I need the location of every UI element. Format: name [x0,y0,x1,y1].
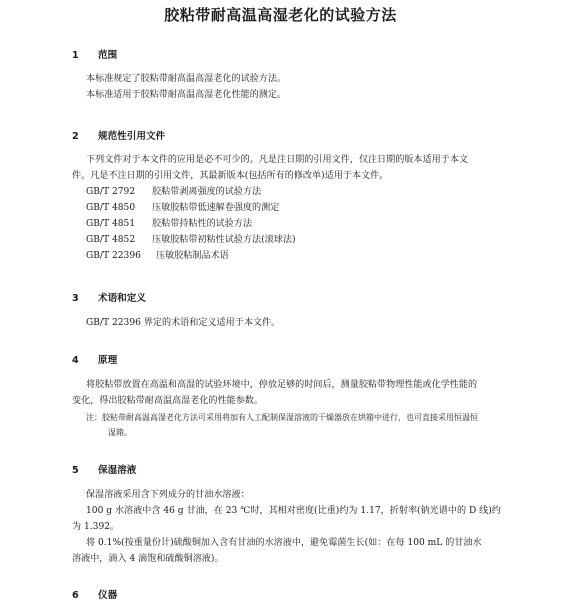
reference-item: GB/T 4850 压敏胶粘带低速解卷强度的测定 [86,203,280,213]
terms-text: GB/T 22396 界定的术语和定义适用于本文件。 [86,318,281,328]
section-heading-4: 4 原理 [72,355,118,366]
reference-item: GB/T 4851 胶粘带持粘性的试验方法 [86,219,253,229]
reference-item: GB/T 22396 压敏胶粘制品术语 [86,251,229,261]
section-heading-5: 5 保湿溶液 [72,465,137,476]
normative-intro-line-1: 下列文件对于本文件的应用是必不可少的。凡是注日期的引用文件，仅注日期的版本适用于本文 [86,155,468,165]
section-heading-3: 3 术语和定义 [72,293,146,304]
reference-item: GB/T 2792 胶粘带剥离强度的试验方法 [86,187,262,197]
reference-item: GB/T 4852 压敏胶粘带初粘性试验方法(滚球法) [86,235,296,245]
solution-line-4: 将 0.1%(按重量份计)硫酸铜加入含有甘油的水溶液中，避免霉菌生长(如：在每 100 mL 的甘油水 [86,538,482,548]
principle-line-2: 变化，得出胶粘带耐高温高湿老化的性能参数。 [72,396,263,406]
normative-intro-line-2: 件。凡是不注日期的引用文件，其最新版本(包括所有的修改单)适用于本文件。 [72,171,389,181]
section-heading-2: 2 规范性引用文件 [72,131,166,142]
scope-line-2: 本标准适用于胶粘带耐高温高湿老化性能的测定。 [86,90,287,100]
principle-line-1: 将胶粘带放置在高温和高湿的试验环境中，停放足够的时间后，测量胶粘带物理性能或化学性能的 [86,380,478,390]
principle-note-line-1: 注：胶粘带耐高温高湿老化方法可采用将加有人工配制保湿溶液的干燥器放在烘箱中进行，也可直接采用恒温恒 [86,413,478,422]
solution-line-2: 100 g 水溶液中含 46 g 甘油，在 23 ℃时，其相对密度(比重)约为 1.17，折射率(钠光谱中的 D 线)约 [86,506,501,516]
solution-line-1: 保湿溶液采用含下列成分的甘油水溶液： [86,490,250,500]
section-heading-1: 1 范围 [72,50,118,61]
solution-line-5: 溶液中，滴入 4 滴饱和硫酸铜溶液)。 [72,554,224,564]
document-title: 胶粘带耐高温高湿老化的试验方法 [164,6,397,24]
principle-note-line-2: 湿箱。 [108,428,132,437]
solution-line-3: 为 1.392。 [72,522,120,532]
scope-line-1: 本标准规定了胶粘带耐高温高湿老化的试验方法。 [86,74,287,84]
section-heading-6: 6 仪器 [72,590,118,601]
